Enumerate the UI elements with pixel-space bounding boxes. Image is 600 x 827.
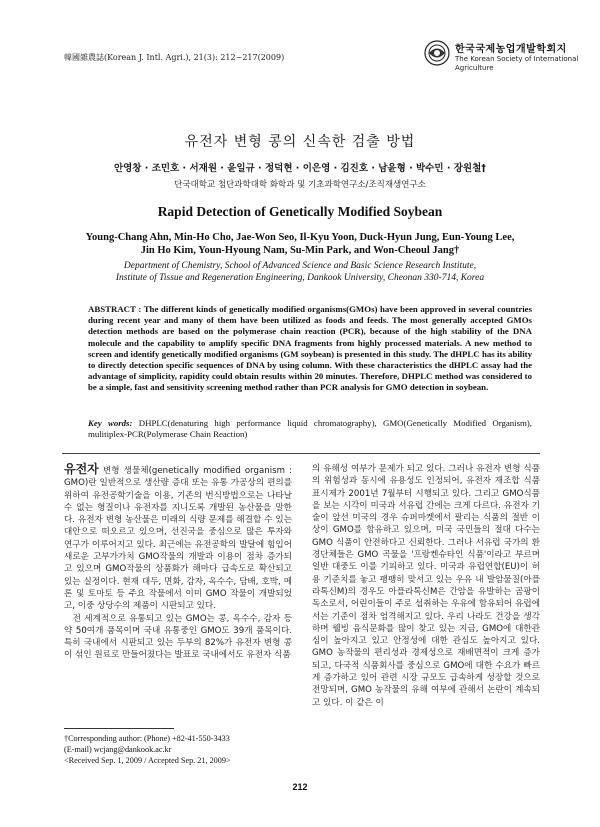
affiliation-english-line1: Department of Chemistry, School of Advanced Science and Basic Science Research Institute, [123, 261, 477, 271]
footnotes [64, 733, 304, 766]
affiliation-korean: 단국대학교 첨단과학대학 화학과 및 기초과학연구소/조직재생연구소 [174, 180, 426, 190]
journal-reference: 韓國雜農誌(Korean J. Intl. Agri.), 21(3): 212~217(2009) [64, 53, 285, 62]
title-korean: 유전자 변형 콩의 신속한 검출 방법 [184, 134, 416, 150]
keywords-label: Key words: [88, 418, 133, 428]
abstract-text: The different kinds of genetically modified organisms(GMOs) have been approved in several countries during recent year and many of them have been utilized as foods and feeds. The most generally accepted GMOs detection methods are based on the polymerase chain reaction (PCR), because of the high stability of the DNA molecule and the capability to amplify specific DNA fragments from highly processed materials. A new method to screen and identify genetically modified organisms (GM soybean) is presented in this study. The dHPLC has its ability to directly detection specific sequences of DNA by using column. With these characteristics the dHPLC assay had the advantage of simplicity, rapidity could obtain results within 20 minutes. Therefore, DHPLC method was considered to be a simple, fast and sensitivity screening method rather than PCR analysis for GMO detection in soybean. [88, 304, 532, 393]
society-logo-block [424, 38, 579, 78]
authors-korean: 안영창 · 조민호 · 서재원 · 윤일규 · 정덕현 · 이은영 · 김진호 · 남윤형 · 박수민 · 장원철† [113, 163, 487, 174]
body-column-left [64, 463, 292, 662]
footnote-corresponding-author: †Corresponding author: (Phone) +82-41-550-3433 [64, 734, 230, 743]
page-number: 212 [292, 782, 308, 792]
section-divider [62, 453, 540, 454]
authors-english-line1: Young-Chang Ahn, Min-Ho Cho, Jae-Won Seo, Il-Kyu Yoon, Duck-Hyun Jung, Eun-Young Lee, [85, 232, 515, 243]
footnote-email: (E-mail) wcjang@dankook.ac.kr [64, 745, 172, 754]
society-name-english-line2: Agriculture [455, 64, 494, 72]
title-english: Rapid Detection of Genetically Modified Soybean [157, 204, 443, 219]
affiliation-english-line2: Institute of Tissue and Regeneration Engineering, Dankook University, Cheonan 330-714, Korea [115, 273, 485, 283]
keywords-text: DHPLC(denaturing high performance liquid chromatography), GMO(Genetically Modified Organism), mulitiplex-PCR(Polymerase Chain Reaction) [88, 418, 532, 440]
affiliation-english [70, 260, 530, 284]
keywords [88, 418, 532, 440]
body-text: 변형 생물체(genetically modified organism : GMO)란 일반적으로 생산량 증대 또는 유통 가공상의 편의를 위하여 유전공학기술을 이용, 기존의 번식방법으로는 나타날 수 없는 형질이나 유전자를 지니도록 개발된 농산물을 말한다. 유전자 변형 농산물은 미래의 식량 문제를 해결할 수 있는 대안으로 떠오르고 있으며, 선진국을 중심으로 많은 투자와 연구가 이루어지고 있다. 최근에는 유전공학의 발달에 힘입어 새로운 고부가가치 GMO작물의 개발과 이용이 점차 증가되고 있으며 GMO작물의 상품화가 해마다 급속도로 확산되고 있는 실정이다. 현재 대두, 면화, 감자, 옥수수, 담배, 호박, 메론 및 토마토 등 주요 작물에서 이미 GMO 작물이 개발되었고, 이중 상당수의 제품이 시판되고 있다. [64, 466, 292, 612]
footnote-received-dates: <Received Sep. 1, 2009 / Accepted Sep. 21, 2009> [64, 756, 231, 765]
authors-english-line2: Jin Ho Kim, Youn-Hyoung Nam, Su-Min Park, and Won-Cheoul Jang† [140, 245, 460, 256]
society-name-korean: 한국국제농업개발학회지 [455, 44, 567, 55]
society-name-english-line1: The Korean Society of International [455, 55, 579, 63]
body-paragraph: 의 유해성 여부가 문제가 되고 있다. 그러나 유전자 변형 식품의 위험성과 동시에 유용성도 인정되어, 유전자 재조합 식품표시제가 2001년 7월부터 시행되고 있다. 그리고 GMO식품을 보는 시각이 미국과 서유럽 간에는 크게 다르다. 유전자 기술이 앞선 미국의 경우 슈퍼마켓에서 팔리는 식품의 절반 이상이 GMO를 함유하고 있으며, 미국 국민들의 절대 다수는 GMO 식품이 안전하다고 신뢰한다. 그러나 서유럽 국가의 환경단체들은 GMO 곡물을 '프랑켄슈타인 식품'이라고 부르며 일반 대중도 이를 기피하고 있다. 미국과 유럽연합(EU)이 허용 기준치를 놓고 팽팽히 맞서고 있는 우유 내 발암물질(아플라톡신M)의 경우도 아플라톡신M은 간암을 유발하는 곰팡이 독소로서, 어린이들이 주로 섭취하는 우유에 함유되어 유럽에서는 기준이 점차 엄격해지고 있다. 우리 나라도 건강을 생각하며 웰빙 음식문화를 많이 찾고 있는 지금, GMO에 대한관심이 높아지고 있고 안정성에 대한 관심도 높아지고 있다. GMO 농작물의 편리성과 경제성으로 재배면적이 크게 증가되고, 다국적 식품회사를 중심으로 GMO에 대한 수요가 빠르게 증가하고 있어 관련 시장 규모도 급속하게 성장할 것으로 전망되며, GMO 농작물의 유해 여부에 관해서 논란이 계속되고 있다. 이 같은 이 [312, 464, 540, 708]
society-emblem-icon [424, 40, 450, 66]
authors-english [80, 231, 520, 257]
abstract [88, 304, 532, 394]
abstract-label: ABSTRACT : [88, 304, 142, 314]
body-column-right [312, 463, 540, 709]
lead-word: 유전자 [64, 462, 99, 476]
body-paragraph: 전 세계적으로 유통되고 있는 GMO는 콩, 옥수수, 감자 등 약 50여개 품목이며 국내 유통중인 GMO도 39개 품목이다. 특히 국내에서 시판되고 있는 두부의 82%가 유전자 변형 콩이 섞인 원료로 만들어졌다는 발표로 국내에서도 유전자 식품 [64, 613, 292, 661]
footnote-divider [64, 728, 174, 729]
body-paragraph [64, 463, 292, 613]
